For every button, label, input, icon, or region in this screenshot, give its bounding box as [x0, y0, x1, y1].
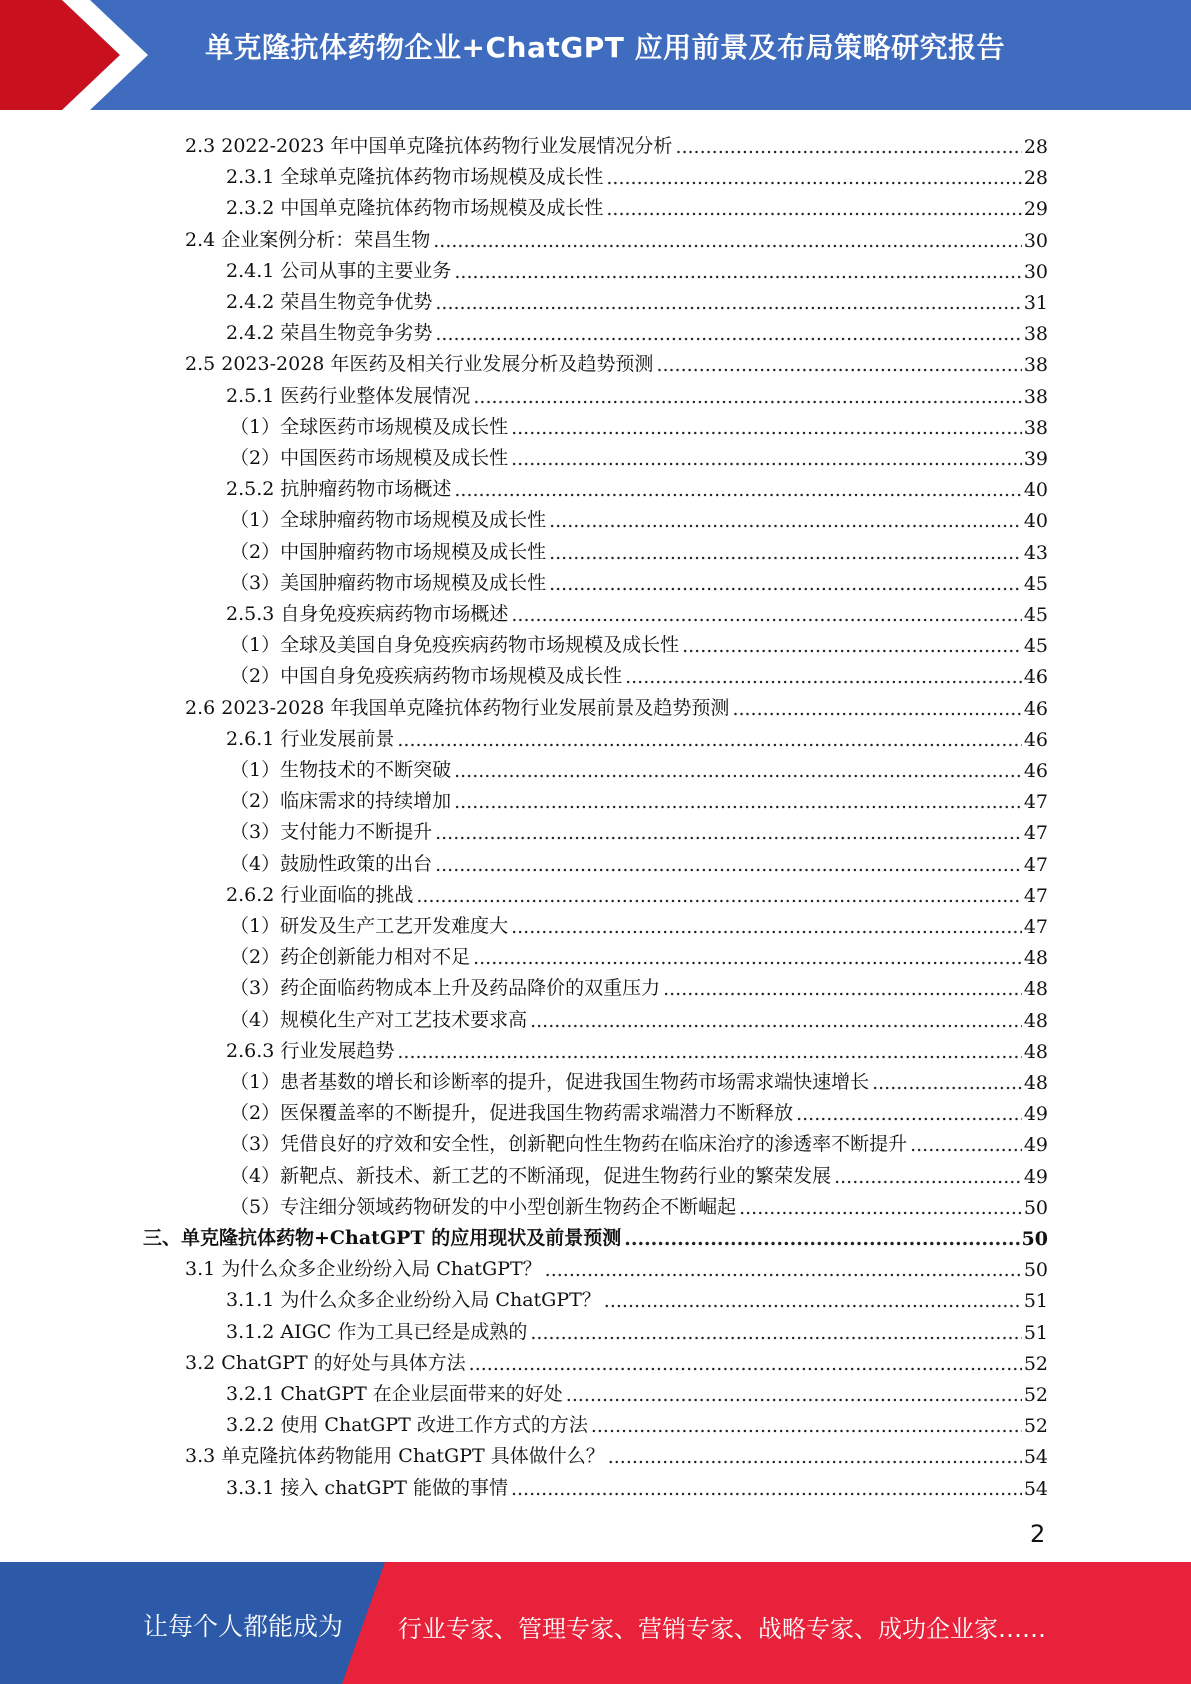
toc-entry[interactable] — [185, 1345, 1048, 1375]
toc-entry-label: （2）医保覆盖率的不断提升，促进我国生物药需求端潜力不断释放 — [230, 1102, 794, 1125]
toc-entry-label: （2）临床需求的持续增加 — [230, 790, 452, 813]
toc-entry-page: 46 — [1023, 728, 1048, 751]
page-footer — [0, 1562, 1191, 1684]
toc-entry-page: 46 — [1023, 666, 1048, 689]
toc-entry[interactable] — [230, 658, 1048, 688]
toc-entry-label: 2.6.2 行业面临的挑战 — [226, 883, 414, 906]
toc-entry[interactable] — [226, 1033, 1048, 1063]
toc-leader-dots — [549, 542, 1022, 564]
toc-entry-page: 48 — [1023, 1072, 1048, 1094]
toc-entry-label: 3.2.2 使用 ChatGPT 改进工作方式的方法 — [226, 1414, 588, 1437]
toc-leader-dots — [454, 791, 1022, 813]
toc-entry[interactable] — [230, 409, 1048, 439]
toc-entry[interactable] — [185, 1438, 1048, 1468]
toc-leader-dots — [910, 1134, 1022, 1156]
toc-leader-dots — [566, 1384, 1022, 1406]
toc-entry-page: 30 — [1023, 260, 1048, 283]
toc-entry[interactable] — [185, 1251, 1048, 1281]
toc-entry-label: 2.4.1 公司从事的主要业务 — [226, 259, 452, 282]
toc-entry-label: （3）凭借良好的疗效和安全性，创新靶向性生物药在临床治疗的渗透率不断提升 — [230, 1133, 908, 1156]
toc-leader-dots — [397, 1041, 1021, 1063]
toc-entry-page: 52 — [1023, 1384, 1048, 1406]
toc-entry-label: （1）患者基数的增长和诊断率的提升，促进我国生物药市场需求端快速增长 — [230, 1071, 870, 1093]
toc-entry-page: 54 — [1023, 1446, 1048, 1469]
toc-entry-label: 2.3.1 全球单克隆抗体药物市场规模及成长性 — [226, 166, 604, 189]
toc-entry-label: （2）中国肿瘤药物市场规模及成长性 — [230, 540, 547, 563]
toc-leader-dots — [606, 167, 1021, 189]
toc-leader-dots — [549, 573, 1022, 595]
toc-entry-page: 46 — [1023, 697, 1048, 720]
toc-entry-label: （1）研发及生产工艺开发难度大 — [230, 915, 509, 937]
toc-entry-label: （3）药企面临药物成本上升及药品降价的双重压力 — [230, 977, 661, 1000]
page-header — [0, 0, 1191, 110]
toc-entry[interactable] — [185, 128, 1048, 158]
toc-leader-dots — [397, 729, 1021, 751]
toc-entry-label: 2.3.2 中国单克隆抗体药物市场规模及成长性 — [226, 197, 604, 220]
toc-leader-dots — [872, 1072, 1022, 1094]
toc-entry[interactable] — [226, 253, 1048, 283]
footer-slogan-right: 行业专家、管理专家、营销专家、战略专家、成功企业家…… — [398, 1615, 1046, 1643]
toc-leader-dots — [469, 1353, 1022, 1375]
toc-entry[interactable] — [230, 846, 1048, 876]
toc-leader-dots — [435, 854, 1022, 876]
toc-entry-label: 3.2.1 ChatGPT 在企业层面带来的好处 — [226, 1383, 563, 1405]
toc-entry-page: 48 — [1023, 947, 1048, 970]
toc-entry-page: 43 — [1023, 541, 1048, 564]
toc-entry[interactable] — [143, 1220, 1048, 1250]
toc-entry[interactable] — [230, 1002, 1048, 1032]
toc-entry-label: 2.4.2 荣昌生物竞争优势 — [226, 291, 433, 313]
toc-leader-dots — [625, 666, 1022, 688]
toc-entry[interactable] — [230, 1064, 1048, 1094]
toc-entry[interactable] — [230, 1126, 1048, 1156]
toc-leader-dots — [591, 1415, 1022, 1437]
toc-leader-dots — [435, 323, 1021, 345]
toc-leader-dots — [796, 1103, 1022, 1125]
toc-entry[interactable] — [230, 1158, 1048, 1188]
toc-entry-label: 2.6.1 行业发展前景 — [226, 727, 395, 750]
toc-entry-page: 49 — [1023, 1134, 1048, 1157]
toc-entry[interactable] — [226, 721, 1048, 751]
toc-entry-page: 50 — [1023, 1196, 1048, 1219]
toc-entry-label: 3.1 为什么众多企业纷纷入局 ChatGPT？ — [185, 1258, 542, 1281]
toc-leader-dots — [511, 604, 1021, 626]
toc-entry[interactable] — [226, 1282, 1048, 1312]
toc-entry[interactable] — [185, 222, 1048, 252]
toc-entry-label: （1）生物技术的不断突破 — [230, 759, 452, 781]
toc-entry[interactable] — [230, 534, 1048, 564]
toc-leader-dots — [608, 1446, 1022, 1468]
footer-slogan-left: 让每个人都能成为 — [143, 1612, 344, 1641]
toc-leader-dots — [511, 916, 1022, 938]
toc-leader-dots — [473, 947, 1022, 969]
toc-entry-page: 40 — [1023, 510, 1048, 533]
toc-entry-label: 2.5 2023-2028 年医药及相关行业发展分析及趋势预测 — [185, 353, 654, 376]
toc-entry-label: 2.5.3 自身免疫疾病药物市场概述 — [226, 603, 509, 625]
toc-entry-page: 40 — [1023, 479, 1048, 502]
toc-entry-label: 3.3 单克隆抗体药物能用 ChatGPT 具体做什么？ — [185, 1445, 605, 1468]
toc-leader-dots — [739, 1197, 1022, 1219]
toc-entry-page: 28 — [1023, 136, 1048, 158]
toc-entry-page: 47 — [1023, 822, 1048, 845]
toc-leader-dots — [435, 822, 1022, 844]
toc-entry-page: 30 — [1023, 229, 1048, 252]
toc-entry-page: 50 — [1021, 1228, 1048, 1250]
toc-entry-label: 2.4 企业案例分析：荣昌生物 — [185, 228, 431, 251]
toc-entry[interactable] — [230, 440, 1048, 470]
toc-entry-label: （3）支付能力不断提升 — [230, 821, 433, 844]
toc-entry-page: 39 — [1023, 448, 1048, 470]
toc-leader-dots — [433, 230, 1022, 252]
toc-entry[interactable] — [230, 783, 1048, 813]
toc-entry-page: 49 — [1023, 1165, 1048, 1188]
toc-entry-page: 38 — [1023, 416, 1048, 439]
toc-leader-dots — [511, 417, 1022, 439]
toc-entry-page: 48 — [1023, 1009, 1048, 1032]
toc-entry-label: 2.5.2 抗肿瘤药物市场概述 — [226, 478, 452, 501]
toc-entry[interactable] — [230, 502, 1048, 532]
toc-entry[interactable] — [226, 315, 1048, 345]
toc-entry-label: （2）中国自身免疫疾病药物市场规模及成长性 — [230, 665, 623, 688]
toc-entry[interactable] — [185, 690, 1048, 720]
toc-entry[interactable] — [226, 190, 1048, 220]
toc-leader-dots — [682, 635, 1022, 657]
toc-entry-page: 47 — [1023, 853, 1048, 876]
toc-entry[interactable] — [226, 1376, 1048, 1406]
toc-entry[interactable] — [230, 939, 1048, 969]
toc-entry[interactable] — [226, 1470, 1048, 1500]
toc-entry[interactable] — [230, 1095, 1048, 1125]
toc-leader-dots — [545, 1259, 1022, 1281]
toc-entry-page: 54 — [1023, 1477, 1048, 1500]
toc-entry[interactable] — [230, 627, 1048, 657]
toc-leader-dots — [454, 479, 1021, 501]
toc-entry-label: （4）鼓励性政策的出台 — [230, 852, 433, 875]
toc-entry-page: 49 — [1023, 1103, 1048, 1126]
toc-entry-page: 31 — [1023, 292, 1048, 314]
toc-entry-page: 46 — [1023, 760, 1048, 782]
toc-leader-dots — [656, 354, 1021, 376]
toc-entry-label: 3.1.2 AIGC 作为工具已经是成熟的 — [226, 1320, 528, 1343]
toc-entry-label: （5）专注细分领域药物研发的中小型创新生物药企不断崛起 — [230, 1195, 737, 1218]
toc-entry-page: 50 — [1023, 1259, 1048, 1282]
toc-entry[interactable] — [226, 284, 1048, 314]
toc-leader-dots — [530, 1010, 1022, 1032]
report-title: 单克隆抗体药物企业+ChatGPT 应用前景及布局策略研究报告 — [205, 31, 1006, 64]
toc-entry[interactable] — [226, 1407, 1048, 1437]
toc-leader-dots — [511, 448, 1022, 470]
header-red-chevron — [0, 0, 150, 110]
toc-entry-page: 51 — [1023, 1321, 1048, 1344]
toc-entry-label: 2.3 2022-2023 年中国单克隆抗体药物行业发展情况分析 — [185, 135, 673, 157]
toc-entry-label: 3.1.1 为什么众多企业纷纷入局 ChatGPT？ — [226, 1289, 601, 1312]
toc-entry[interactable] — [230, 814, 1048, 844]
toc-entry[interactable] — [226, 159, 1048, 189]
toc-entry[interactable] — [226, 596, 1048, 626]
toc-entry[interactable] — [226, 1314, 1048, 1344]
toc-entry-page: 52 — [1023, 1352, 1048, 1375]
toc-entry-label: 3.3.1 接入 chatGPT 能做的事情 — [226, 1476, 508, 1499]
toc-entry-label: 2.4.2 荣昌生物竞争劣势 — [226, 322, 433, 345]
toc-entry-page: 48 — [1023, 1040, 1048, 1063]
toc-entry-page: 38 — [1023, 323, 1048, 346]
toc-entry-page: 45 — [1023, 604, 1048, 626]
toc-entry[interactable] — [230, 565, 1048, 595]
toc-leader-dots — [624, 1228, 1019, 1250]
toc-entry[interactable] — [230, 1189, 1048, 1219]
toc-entry[interactable] — [226, 877, 1048, 907]
toc-entry[interactable] — [230, 908, 1048, 938]
toc-entry[interactable] — [226, 471, 1048, 501]
toc-entry-label: （2）药企创新能力相对不足 — [230, 946, 471, 969]
toc-entry-page: 47 — [1023, 916, 1048, 938]
toc-leader-dots — [416, 885, 1021, 907]
toc-entry-label: 2.6 2023-2028 年我国单克隆抗体药物行业发展前景及趋势预测 — [185, 696, 730, 719]
toc-entry-page: 28 — [1023, 167, 1048, 190]
toc-leader-dots — [675, 136, 1021, 158]
toc-entry[interactable] — [226, 378, 1048, 408]
toc-entry[interactable] — [230, 752, 1048, 782]
toc-leader-dots — [511, 1478, 1022, 1500]
toc-entry-page: 47 — [1023, 884, 1048, 907]
toc-leader-dots — [732, 698, 1021, 720]
toc-entry-page: 45 — [1023, 572, 1048, 595]
toc-entry-page: 47 — [1023, 791, 1048, 814]
toc-entry-page: 48 — [1023, 978, 1048, 1001]
toc-entry-label: （1）全球及美国自身免疫疾病药物市场规模及成长性 — [230, 634, 680, 657]
toc-leader-dots — [454, 760, 1022, 782]
toc-leader-dots — [549, 510, 1022, 532]
toc-leader-dots — [435, 292, 1021, 314]
toc-leader-dots — [663, 978, 1022, 1000]
toc-entry[interactable] — [230, 970, 1048, 1000]
toc-entry[interactable] — [185, 346, 1048, 376]
toc-entry-label: 三、单克隆抗体药物+ChatGPT 的应用现状及前景预测 — [143, 1227, 622, 1249]
toc-leader-dots — [530, 1322, 1021, 1344]
toc-entry-page: 52 — [1023, 1415, 1048, 1438]
toc-entry-page: 38 — [1023, 354, 1048, 377]
toc-entry-label: （2）中国医药市场规模及成长性 — [230, 447, 509, 469]
toc-entry-label: 3.2 ChatGPT 的好处与具体方法 — [185, 1351, 466, 1374]
toc-leader-dots — [606, 198, 1021, 220]
toc-leader-dots — [454, 261, 1021, 283]
page-number: 2 — [1030, 1520, 1046, 1548]
toc-leader-dots — [473, 386, 1021, 408]
toc-entry-page: 38 — [1023, 385, 1048, 408]
toc-entry-page: 29 — [1023, 198, 1048, 221]
toc-entry-label: （3）美国肿瘤药物市场规模及成长性 — [230, 571, 547, 594]
toc-leader-dots — [834, 1166, 1022, 1188]
toc-entry-label: 2.6.3 行业发展趋势 — [226, 1039, 395, 1062]
toc-entry-label: （1）全球医药市场规模及成长性 — [230, 415, 509, 438]
toc-entry-label: （4）新靶点、新技术、新工艺的不断涌现，促进生物药行业的繁荣发展 — [230, 1164, 832, 1187]
toc-entry-label: 2.5.1 医药行业整体发展情况 — [226, 384, 471, 407]
toc-entry-label: （4）规模化生产对工艺技术要求高 — [230, 1008, 528, 1031]
toc-entry-page: 51 — [1023, 1290, 1048, 1313]
toc-entry-label: （1）全球肿瘤药物市场规模及成长性 — [230, 509, 547, 532]
toc-leader-dots — [604, 1290, 1022, 1312]
toc-entry-page: 45 — [1023, 635, 1048, 658]
